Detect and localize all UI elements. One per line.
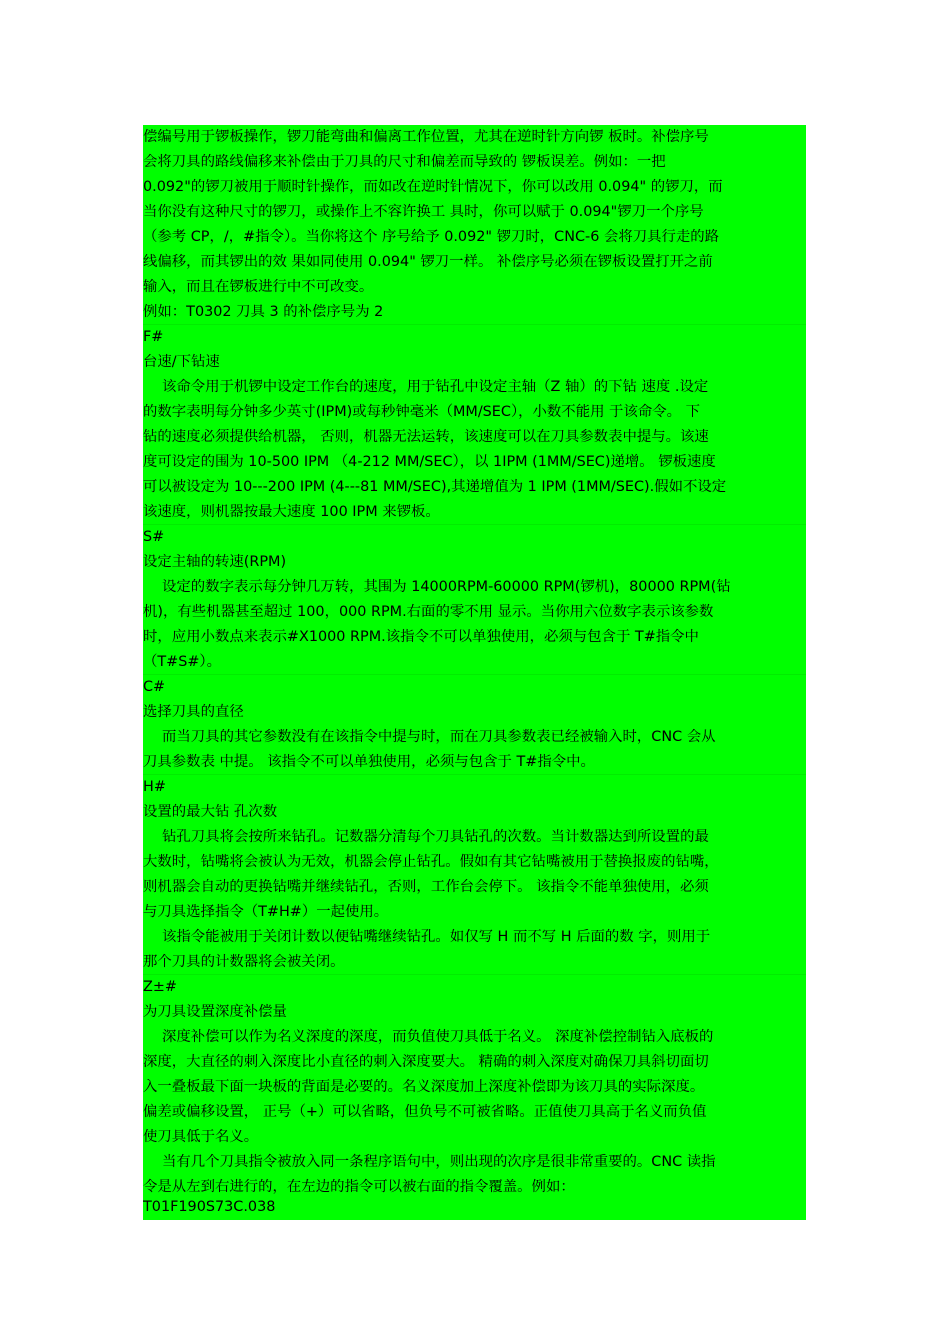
text-line: 大数时，钻嘴将会被认为无效，机器会停止钻孔。假如有其它钻嘴被用于替换报废的钻嘴， <box>143 854 719 870</box>
text-line: 深度补偿可以作为名义深度的深度，而负值使刀具低于名义。 深度补偿控制钻入底板的 <box>162 1029 714 1045</box>
text-line: 时，应用小数点来表示#X1000 RPM.该指令不可以单独使用，必须与包含于 T#指令中 <box>143 629 699 645</box>
text-line: 设定的数字表示每分钟几万转，其围为 14000RPM-60000 RPM(锣机)，80000 RPM(钻 <box>162 579 731 595</box>
text-line: 0.092"的锣刀被用于顺时针操作，而如改在逆时针情况下，你可以改用 0.094" 的锣刀，而 <box>143 179 723 195</box>
command-subtitle: 设定主轴的转速(RPM) <box>143 554 287 570</box>
command-heading-s: S# <box>143 529 165 545</box>
text-line: （T#S#）。 <box>143 654 222 670</box>
text-line: 入一叠板最下面一块板的背面是必要的。名义深度加上深度补偿即为该刀具的实际深度。 <box>143 1079 705 1095</box>
document-page <box>143 125 806 1220</box>
command-subtitle: 选择刀具的直径 <box>143 704 244 720</box>
text-line: 使刀具低于名义。 <box>143 1129 259 1145</box>
text-line: 输入，而且在锣板进行中不可改变。 <box>143 279 374 295</box>
command-heading-h: H# <box>143 779 166 795</box>
text-line: （参考 CP，/，#指令）。当你将这个 序号给予 0.092" 锣刀时，CNC-6 会将刀具行走的路 <box>143 229 720 245</box>
command-subtitle: 为刀具设置深度补偿量 <box>143 1004 287 1020</box>
text-line: 偏差或偏移设置， 正号（+）可以省略，但负号不可被省略。正值使刀具高于名义而负值 <box>143 1104 707 1120</box>
text-line: 那个刀具的计数器将会被关闭。 <box>143 954 345 970</box>
text-line: 令是从左到右进行的，在左边的指令可以被右面的指令覆盖。例如： <box>143 1179 575 1195</box>
command-heading-f: F# <box>143 329 164 345</box>
command-subtitle: 设置的最大钻 孔次数 <box>143 804 278 820</box>
text-line: 可以被设定为 10---200 IPM (4---81 MM/SEC),其递增值为 1 IPM (1MM/SEC).假如不设定 <box>143 479 727 495</box>
text-line: 而当刀具的其它参数没有在该指令中提与时，而在刀具参数表已经被输入时，CNC 会从 <box>162 729 716 745</box>
text-line: 度可设定的围为 10-500 IPM （4-212 MM/SEC），以 1IPM (1MM/SEC)递增。 锣板速度 <box>143 454 716 470</box>
text-line: 则机器会自动的更换钻嘴并继续钻孔，否则，工作台会停下。 该指令不能单独使用，必须 <box>143 879 709 895</box>
text-line: 该命令用于机锣中设定工作台的速度，用于钻孔中设定主轴（Z 轴）的下钻 速度 .设定 <box>162 379 709 395</box>
text-line: 该速度，则机器按最大速度 100 IPM 来锣板。 <box>143 504 440 520</box>
example-line: 例如：T0302 刀具 3 的补偿序号为 2 <box>143 304 384 320</box>
text-line: 钻的速度必须提供给机器， 否则，机器无法运转，该速度可以在刀具参数表中提与。该速 <box>143 429 709 445</box>
text-line: 当有几个刀具指令被放入同一条程序语句中，则出现的次序是很非常重要的。CNC 读指 <box>162 1154 716 1170</box>
text-line: 该指令能被用于关闭计数以便钻嘴继续钻孔。如仅写 H 而不写 H 后面的数 字，则用于 <box>162 929 711 945</box>
example-code-line: T01F190S73C.038 <box>143 1199 276 1215</box>
text-line: 当你没有这种尺寸的锣刀，或操作上不容许换工 具时，你可以赋于 0.094"锣刀一个序号 <box>143 204 704 220</box>
command-heading-c: C# <box>143 679 166 695</box>
text-line: 与刀具选择指令（T#H#）一起使用。 <box>143 904 389 920</box>
text-line: 机)，有些机器甚至超过 100，000 RPM.右面的零不用 显示。当你用六位数字表示该参数 <box>143 604 714 620</box>
command-subtitle: 台速/下钻速 <box>143 354 220 370</box>
text-line: 会将刀具的路线偏移来补偿由于刀具的尺寸和偏差而导致的 锣板误差。例如：一把 <box>143 154 666 170</box>
text-line: 深度，大直径的刺入深度比小直径的刺入深度要大。 精确的刺入深度对确保刀具斜切面切 <box>143 1054 709 1070</box>
command-heading-z: Z±# <box>143 979 177 995</box>
text-line: 线偏移，而其锣出的效 果如同使用 0.094" 锣刀一样。 补偿序号必须在锣板设置打开之前 <box>143 254 713 270</box>
text-line: 钻孔刀具将会按所来钻孔。记数器分清每个刀具钻孔的次数。当计数器达到所设置的最 <box>162 829 709 845</box>
text-line: 的数字表明每分钟多少英寸(IPM)或每秒钟毫米（MM/SEC），小数不能用 于该命令。 下 <box>143 404 700 420</box>
text-line: 刀具参数表 中提。 该指令不可以单独使用，必须与包含于 T#指令中。 <box>143 754 595 770</box>
text-line: 偿编号用于锣板操作，锣刀能弯曲和偏离工作位置，尤其在逆时针方向锣 板时。补偿序号 <box>143 129 709 145</box>
